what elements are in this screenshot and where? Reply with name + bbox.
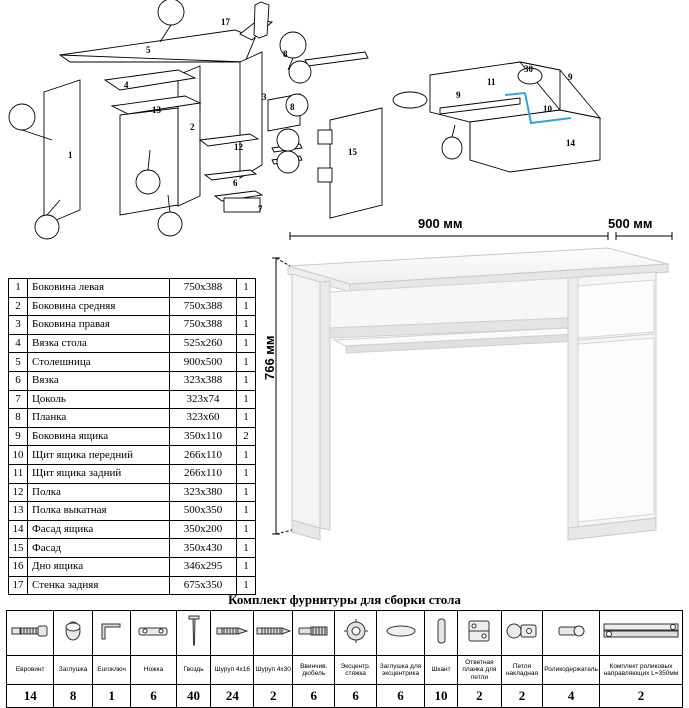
part-dimension: 750x388 — [170, 316, 237, 335]
part-dimension: 323x60 — [170, 409, 237, 428]
part-dimension: 266x110 — [170, 464, 237, 483]
part-number: 12 — [9, 483, 28, 502]
table-row — [9, 334, 256, 353]
width-dimension-label: 900 мм — [418, 216, 463, 231]
hardware-count: 40 — [176, 685, 211, 708]
hardware-count: 2 — [600, 685, 683, 708]
hardware-label: Заглушка — [54, 656, 92, 685]
dowel-icon — [425, 611, 458, 656]
part-name: Боковина правая — [28, 316, 170, 335]
svg-text:14: 14 — [566, 138, 575, 148]
part-number: 5 — [9, 353, 28, 372]
nail-icon — [176, 611, 211, 656]
screw-in-dowel-icon — [293, 611, 335, 656]
hardware-count: 4 — [543, 685, 600, 708]
table-row — [9, 390, 256, 409]
hardware-label: Ответная планка для петли — [458, 656, 502, 685]
hardware-label: Роликодержатель — [543, 656, 600, 685]
cap-icon — [54, 611, 92, 656]
hardware-kit-title: Комплект фурнитуры для сборки стола — [228, 592, 461, 607]
hardware-count: 10 — [425, 685, 458, 708]
hardware-count: 2 — [254, 685, 293, 708]
part-dimension: 750x388 — [170, 279, 237, 298]
table-row — [9, 557, 256, 576]
part-number: 7 — [9, 390, 28, 409]
part-quantity: 1 — [237, 539, 256, 558]
part-dimension: 350x430 — [170, 539, 237, 558]
part-name: Фасад — [28, 539, 170, 558]
table-row — [9, 483, 256, 502]
svg-text:8: 8 — [290, 102, 295, 112]
part-quantity: 1 — [237, 520, 256, 539]
svg-text:7: 7 — [258, 204, 263, 214]
hardware-count: 6 — [376, 685, 424, 708]
svg-text:2: 2 — [190, 122, 195, 132]
part-quantity: 1 — [237, 557, 256, 576]
svg-text:30: 30 — [524, 64, 533, 74]
part-name: Щит ящика задний — [28, 464, 170, 483]
hardware-count: 24 — [211, 685, 254, 708]
hardware-count: 2 — [458, 685, 502, 708]
hardware-label: Гвоздь — [176, 656, 211, 685]
part-number: 2 — [9, 297, 28, 316]
eccentric-tie-icon — [335, 611, 377, 656]
svg-text:15: 15 — [348, 147, 357, 157]
svg-text:11: 11 — [487, 77, 496, 87]
part-name: Полка — [28, 483, 170, 502]
part-quantity: 1 — [237, 297, 256, 316]
eccentric-cap-icon — [376, 611, 424, 656]
table-row — [9, 297, 256, 316]
part-dimension: 525x260 — [170, 334, 237, 353]
depth-dimension-label: 500 мм — [608, 216, 653, 231]
table-row — [9, 316, 256, 335]
part-quantity: 1 — [237, 446, 256, 465]
part-dimension: 346x295 — [170, 557, 237, 576]
parts-table-body — [9, 279, 256, 595]
table-row — [9, 427, 256, 446]
svg-text:13: 13 — [152, 105, 161, 115]
hardware-label: Ввинчив. дюбель — [293, 656, 335, 685]
part-number: 17 — [9, 576, 28, 595]
hardware-count: 1 — [92, 685, 130, 708]
desk-render-svg — [268, 228, 688, 568]
svg-text:12: 12 — [234, 142, 243, 152]
table-row — [9, 446, 256, 465]
part-number: 10 — [9, 446, 28, 465]
hardware-label: Комплект роликовых направляющих L=350мм — [600, 656, 683, 685]
part-quantity: 1 — [237, 464, 256, 483]
part-name: Вязка стола — [28, 334, 170, 353]
hardware-count: 6 — [293, 685, 335, 708]
part-dimension: 675x350 — [170, 576, 237, 595]
screw-4x30-icon — [254, 611, 293, 656]
desk-render — [268, 216, 688, 568]
hinge-plate-icon — [458, 611, 502, 656]
part-name: Столешница — [28, 353, 170, 372]
svg-text:10: 10 — [543, 104, 552, 114]
part-quantity: 2 — [237, 427, 256, 446]
svg-text:5: 5 — [146, 45, 151, 55]
part-number: 14 — [9, 520, 28, 539]
part-dimension: 323x380 — [170, 483, 237, 502]
euro-screw-icon — [7, 611, 54, 656]
hardware-count: 6 — [131, 685, 176, 708]
part-quantity: 1 — [237, 390, 256, 409]
table-row — [9, 371, 256, 390]
part-quantity: 1 — [237, 279, 256, 298]
part-name: Полка выкатная — [28, 502, 170, 521]
part-dimension: 900x500 — [170, 353, 237, 372]
svg-text:9: 9 — [568, 72, 573, 82]
part-dimension: 266x110 — [170, 446, 237, 465]
part-dimension: 500x350 — [170, 502, 237, 521]
hardware-count: 8 — [54, 685, 92, 708]
part-number: 4 — [9, 334, 28, 353]
table-row — [9, 279, 256, 298]
height-dimension-label: 766 мм — [262, 335, 277, 380]
hardware-table — [6, 610, 683, 708]
svg-text:8: 8 — [283, 49, 288, 59]
part-number: 8 — [9, 409, 28, 428]
table-row — [9, 520, 256, 539]
hardware-label: Ножка — [131, 656, 176, 685]
part-name: Вязка — [28, 371, 170, 390]
part-quantity: 1 — [237, 483, 256, 502]
exploded-assembly-svg — [0, 0, 689, 240]
hardware-label: Шуруп 4x16 — [211, 656, 254, 685]
table-row — [9, 409, 256, 428]
part-quantity: 1 — [237, 502, 256, 521]
part-dimension: 350x110 — [170, 427, 237, 446]
part-name: Дно ящика — [28, 557, 170, 576]
part-quantity: 1 — [237, 316, 256, 335]
exploded-assembly-diagram — [0, 0, 689, 240]
part-name: Цоколь — [28, 390, 170, 409]
hardware-count: 2 — [501, 685, 542, 708]
part-number: 11 — [9, 464, 28, 483]
hardware-label: Петля накладная — [501, 656, 542, 685]
part-dimension: 323x388 — [170, 371, 237, 390]
part-name: Щит ящика передний — [28, 446, 170, 465]
part-name: Стенка задняя — [28, 576, 170, 595]
part-dimension: 750x388 — [170, 297, 237, 316]
svg-text:1: 1 — [68, 150, 73, 160]
table-row — [9, 353, 256, 372]
part-quantity: 1 — [237, 409, 256, 428]
svg-text:9: 9 — [456, 90, 461, 100]
part-number: 16 — [9, 557, 28, 576]
part-quantity: 1 — [237, 576, 256, 595]
part-number: 9 — [9, 427, 28, 446]
part-number: 3 — [9, 316, 28, 335]
part-dimension: 350x200 — [170, 520, 237, 539]
part-name: Боковина левая — [28, 279, 170, 298]
hardware-label: Шуруп 4x30 — [254, 656, 293, 685]
part-number: 1 — [9, 279, 28, 298]
svg-text:6: 6 — [233, 178, 238, 188]
part-quantity: 1 — [237, 353, 256, 372]
part-number: 15 — [9, 539, 28, 558]
hardware-label: Заглушка для эксцентрика — [376, 656, 424, 685]
hardware-count: 6 — [335, 685, 377, 708]
screw-4x16-icon — [211, 611, 254, 656]
leg-icon — [131, 611, 176, 656]
table-row — [9, 502, 256, 521]
part-quantity: 1 — [237, 334, 256, 353]
hardware-label: Euroключ — [92, 656, 130, 685]
part-number: 13 — [9, 502, 28, 521]
roller-rails-icon — [600, 611, 683, 656]
part-name: Фасад ящика — [28, 520, 170, 539]
part-number: 6 — [9, 371, 28, 390]
hardware-label: Шкант — [425, 656, 458, 685]
hardware-label: Евровинт — [7, 656, 54, 685]
hardware-label: Эксцентр. стяжка — [335, 656, 377, 685]
hinge-icon — [501, 611, 542, 656]
svg-text:17: 17 — [221, 17, 230, 27]
table-row — [9, 464, 256, 483]
part-name: Боковина ящика — [28, 427, 170, 446]
part-name: Боковина средняя — [28, 297, 170, 316]
svg-text:3: 3 — [262, 92, 267, 102]
roller-holder-icon — [543, 611, 600, 656]
allen-key-icon — [92, 611, 130, 656]
svg-text:4: 4 — [124, 80, 129, 90]
table-row — [9, 539, 256, 558]
parts-table — [8, 278, 256, 595]
part-name: Планка — [28, 409, 170, 428]
part-quantity: 1 — [237, 371, 256, 390]
hardware-count: 14 — [7, 685, 54, 708]
part-dimension: 323x74 — [170, 390, 237, 409]
